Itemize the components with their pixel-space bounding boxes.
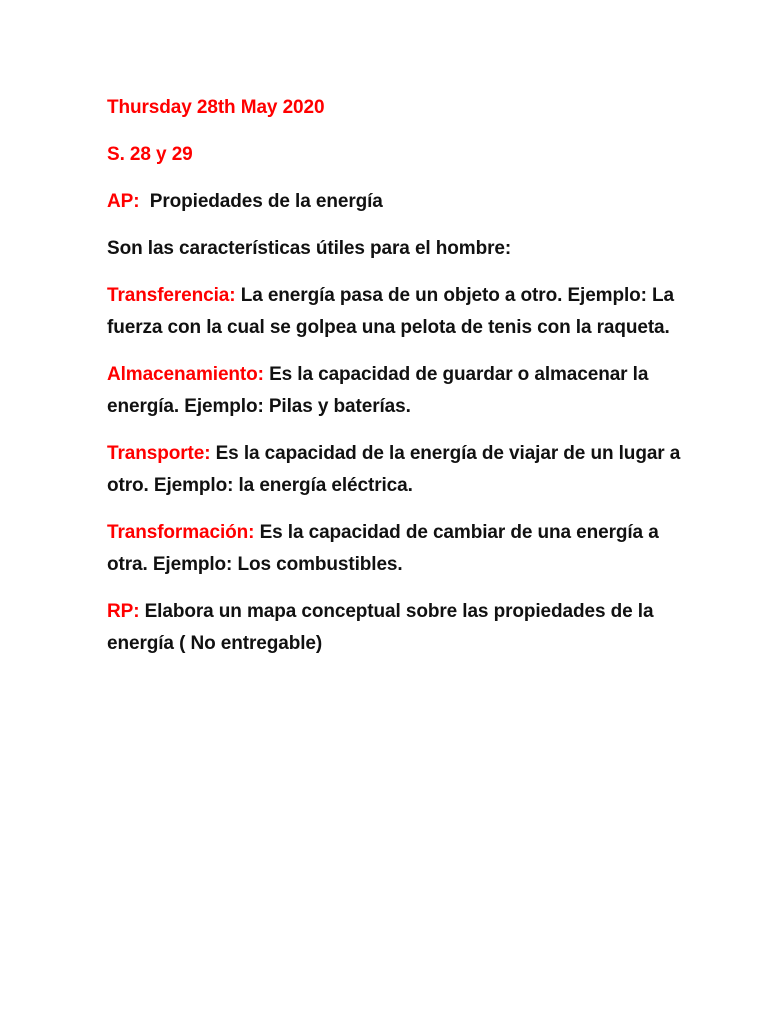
date-heading: Thursday 28th May 2020 <box>107 97 325 118</box>
property-transporte <box>107 438 687 502</box>
property-description: La energía pasa de un objeto a otro. Ejemplo: La fuerza con la cual se golpea una pelota de tenis con la raqueta. <box>107 285 675 338</box>
property-term: Transformación: <box>107 522 255 543</box>
property-term: Almacenamiento: <box>107 364 264 385</box>
rp-line <box>107 596 687 660</box>
intro-text: Son las características útiles para el hombre: <box>107 238 512 259</box>
property-description: Es la capacidad de cambiar de una energía a otra. Ejemplo: Los combustibles. <box>107 522 659 575</box>
ap-text: Propiedades de la energía <box>149 191 383 212</box>
document-body <box>107 92 687 675</box>
ap-line <box>107 186 687 218</box>
session-label: S. 28 y 29 <box>107 144 193 165</box>
rp-label: RP: <box>107 601 140 622</box>
property-term: Transporte: <box>107 443 211 464</box>
property-term: Transferencia: <box>107 285 236 306</box>
property-transferencia <box>107 280 687 344</box>
property-transformacion <box>107 517 687 581</box>
ap-label: AP: <box>107 191 140 212</box>
property-almacenamiento <box>107 359 687 423</box>
property-description: Es la capacidad de la energía de viajar de un lugar a otro. Ejemplo: la energía eléctrica. <box>107 443 681 496</box>
rp-text: Elabora un mapa conceptual sobre las propiedades de la energía ( No entregable) <box>107 601 654 654</box>
property-description: Es la capacidad de guardar o almacenar la energía. Ejemplo: Pilas y baterías. <box>107 364 649 417</box>
